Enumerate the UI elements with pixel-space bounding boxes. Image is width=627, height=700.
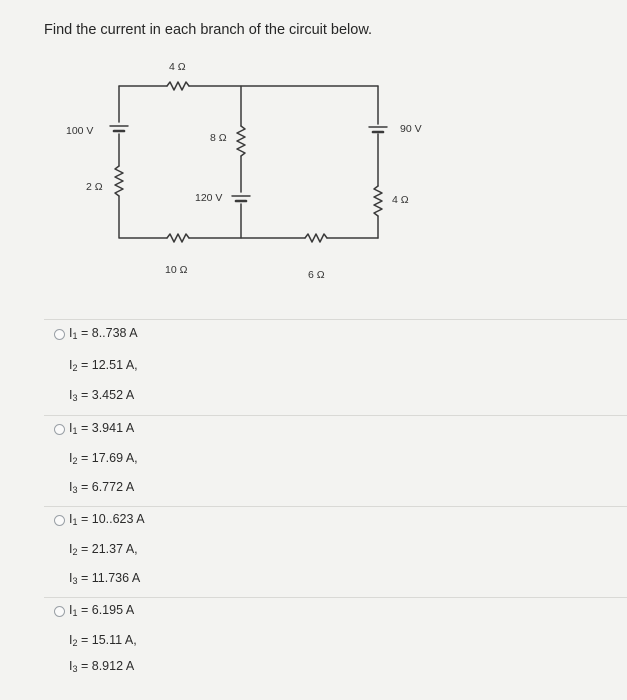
circuit-diagram	[0, 0, 627, 300]
label-v-left: 100 V	[66, 125, 94, 137]
option-4-i2: $I_2 = 15.11$ A,	[69, 633, 137, 648]
option-3-i3: $I_3 = 11.736$ A	[69, 571, 141, 586]
option-2-i1: $I_1 = 3.941$ A	[69, 421, 135, 436]
radio-option-3[interactable]	[54, 515, 65, 526]
label-r-left: 2 Ω	[86, 181, 103, 193]
resistor-bottom-left	[167, 234, 189, 242]
resistor-middle	[237, 126, 245, 156]
divider-1	[44, 319, 627, 320]
resistor-left	[115, 166, 123, 196]
divider-4	[44, 597, 627, 598]
resistor-right	[374, 186, 382, 216]
option-1-i1: $I_1 = 8..738$ A	[69, 326, 138, 341]
divider-3	[44, 506, 627, 507]
label-r-top: 4 Ω	[169, 61, 186, 73]
label-r-bottom-right: 6 Ω	[308, 269, 325, 281]
label-r-middle: 8 Ω	[210, 132, 227, 144]
option-4-i3: $I_3 = 8.912$ A	[69, 659, 135, 674]
radio-option-4[interactable]	[54, 606, 65, 617]
divider-2	[44, 415, 627, 416]
label-v-right: 90 V	[400, 123, 422, 135]
label-r-right: 4 Ω	[392, 194, 409, 206]
option-2-i2: $I_2 = 17.69$ A,	[69, 451, 138, 466]
option-2-i3: $I_3 = 6.772$ A	[69, 480, 135, 495]
radio-option-1[interactable]	[54, 329, 65, 340]
label-r-bottom-left: 10 Ω	[165, 264, 188, 276]
radio-option-2[interactable]	[54, 424, 65, 435]
question-text: Find the current in each branch of the circuit below.	[44, 22, 373, 38]
resistor-bottom-right	[305, 234, 327, 242]
option-3-i2: $I_2 = 21.37$ A,	[69, 542, 138, 557]
resistor-top	[167, 82, 189, 90]
label-v-middle: 120 V	[195, 192, 223, 204]
option-1-i2: $I_2 = 12.51$ A,	[69, 358, 138, 373]
option-1-i3: $I_3 = 3.452$ A	[69, 388, 135, 403]
option-3-i1: $I_1 = 10..623$ A	[69, 512, 145, 527]
option-4-i1: $I_1 = 6.195$ A	[69, 603, 135, 618]
